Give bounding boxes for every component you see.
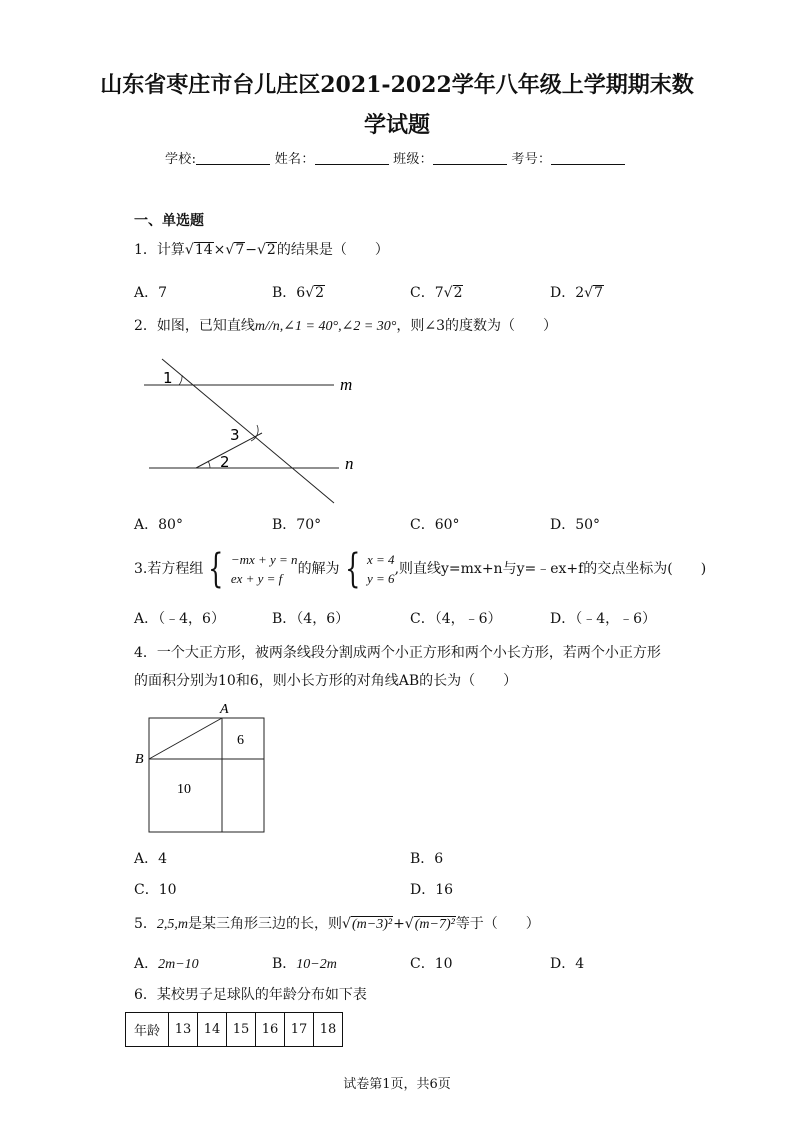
question-4-line-2: 的面积分别为10和6，则小长方形的对角线AB的长为（ ）	[134, 673, 518, 689]
q3-option-c[interactable]: C．（4，﹣6）	[410, 611, 502, 627]
q1-option-b[interactable]: B．6√2	[272, 285, 325, 301]
question-5: 5．2,5,m是某三角形三边的长，则√(m−3)²+√(m−7)²等于（ ）	[134, 916, 540, 932]
q1-option-d[interactable]: D．2√7	[550, 285, 603, 301]
q1-radicand-3: 2	[266, 242, 276, 258]
class-blank	[433, 150, 507, 165]
page-title-line1: 山东省枣庄市台儿庄区2021-2022学年八年级上学期期末数	[100, 72, 694, 98]
q3-option-a[interactable]: A．（﹣4，6）	[134, 611, 225, 627]
q5-option-b[interactable]: B．10−2m	[272, 956, 337, 972]
page-title-line2: 学试题	[363, 112, 430, 138]
table-cell: 13	[169, 1013, 198, 1047]
section-heading: 一、单选题	[134, 213, 204, 229]
q1-times: ×	[213, 242, 226, 258]
big-small-square-area: 10	[177, 782, 191, 797]
q5-plus: +	[393, 916, 405, 932]
line-m-label: m	[340, 375, 353, 394]
q5-suffix: 等于（ ）	[455, 916, 540, 932]
name-blank	[315, 150, 389, 165]
q4-option-d[interactable]: D．16	[410, 882, 454, 898]
q3-equation-2: ex + y = f	[230, 571, 283, 586]
q4-option-a[interactable]: A．4	[134, 851, 168, 867]
q1-option-c[interactable]: C．7√2	[410, 285, 463, 301]
class-label: 班级：	[393, 152, 433, 167]
table-cell: 14	[198, 1013, 227, 1047]
point-b-label: B	[135, 752, 144, 767]
big-square	[149, 718, 264, 832]
q2-option-c[interactable]: C．60°	[410, 517, 460, 533]
school-label: 学校:	[165, 152, 197, 167]
q1-radicand-1: 14	[194, 242, 213, 258]
q3-equation-1: −mx + y = n	[230, 552, 298, 567]
q3-option-d[interactable]: D．（﹣4，﹣6）	[550, 611, 657, 627]
q2-suffix: ，则∠3的度数为（ ）	[396, 318, 558, 334]
q2-figure	[134, 355, 374, 505]
q1-minus: −	[245, 242, 257, 258]
q1-suffix: 的结果是（ ）	[276, 242, 389, 258]
question-1: 1．计算√14×√7−√2的结果是（ ）	[134, 242, 389, 258]
q5-prefix: 5．	[134, 916, 157, 932]
small-square-area: 6	[237, 733, 244, 748]
age-table	[125, 1012, 343, 1047]
angle-1-arc	[179, 375, 182, 385]
exam-number-label: 考号：	[511, 152, 552, 167]
q3-suffix: ,则直线y=mx+n与y=﹣ex+f的交点坐标为( )	[394, 561, 707, 577]
diagonal-ab	[149, 718, 222, 759]
student-info-line	[165, 148, 625, 167]
q1-radicand-2: 7	[235, 242, 245, 258]
q2-option-a[interactable]: A．80°	[134, 517, 183, 533]
q3-solution-1: x = 4	[367, 552, 395, 567]
q2-prefix: 2．如图，已知直线	[134, 318, 255, 334]
q5-mid: 是某三角形三边的长，则	[188, 916, 343, 932]
q4-figure	[130, 700, 270, 838]
table-cell: 18	[314, 1013, 343, 1047]
q5-radicand-1: (m−3)²	[351, 917, 393, 932]
table-header-age: 年龄	[126, 1013, 169, 1047]
q2-option-d[interactable]: D．50°	[550, 517, 601, 533]
q5-condition: 2,5,m	[156, 917, 189, 932]
table-row	[126, 1013, 343, 1047]
q5-option-d[interactable]: D．4	[550, 956, 585, 972]
line-n-label: n	[345, 454, 354, 473]
question-6: 6．某校男子足球队的年龄分布如下表	[134, 987, 367, 1003]
q3-solution-system: { x = 4 y = 6	[344, 546, 395, 592]
page-footer: 试卷第1页，共6页	[343, 1077, 451, 1092]
table-cell: 15	[227, 1013, 256, 1047]
transversal-line	[162, 359, 334, 503]
q3-solution-2: y = 6	[367, 571, 395, 586]
q3-prefix: 3.若方程组	[134, 561, 204, 577]
name-label: 姓名：	[274, 152, 315, 167]
table-cell: 17	[285, 1013, 314, 1047]
q5-option-a[interactable]: A．2m−10	[134, 956, 199, 972]
q3-mid: 的解为	[297, 561, 340, 577]
q3-equation-system: { −mx + y = n ex + y = f	[208, 546, 298, 592]
q4-option-b[interactable]: B．6	[410, 851, 444, 867]
angle-2-arc	[208, 461, 210, 468]
point-a-label: A	[220, 702, 229, 717]
angle-1-label: 1	[163, 369, 173, 387]
question-3	[134, 546, 707, 592]
question-2	[134, 316, 557, 337]
q3-option-b[interactable]: B．（4，6）	[272, 611, 350, 627]
q4-option-c[interactable]: C．10	[134, 882, 177, 898]
q2-option-b[interactable]: B．70°	[272, 517, 322, 533]
table-cell: 16	[256, 1013, 285, 1047]
q2-condition: m//n,∠1 = 40°,∠2 = 30°	[254, 319, 397, 334]
question-4-line-1: 4．一个大正方形，被两条线段分割成两个小正方形和两个小长方形，若两个小正方形	[134, 645, 661, 661]
q1-prefix: 1．计算	[134, 242, 185, 258]
exam-number-blank	[551, 150, 625, 165]
angle-2-label: 2	[220, 453, 230, 471]
q5-radicand-2: (m−7)²	[414, 917, 455, 932]
q5-option-c[interactable]: C．10	[410, 956, 453, 972]
q1-option-a[interactable]: A．7	[134, 285, 168, 301]
angle-3-label: 3	[230, 426, 240, 444]
school-blank	[196, 150, 270, 165]
